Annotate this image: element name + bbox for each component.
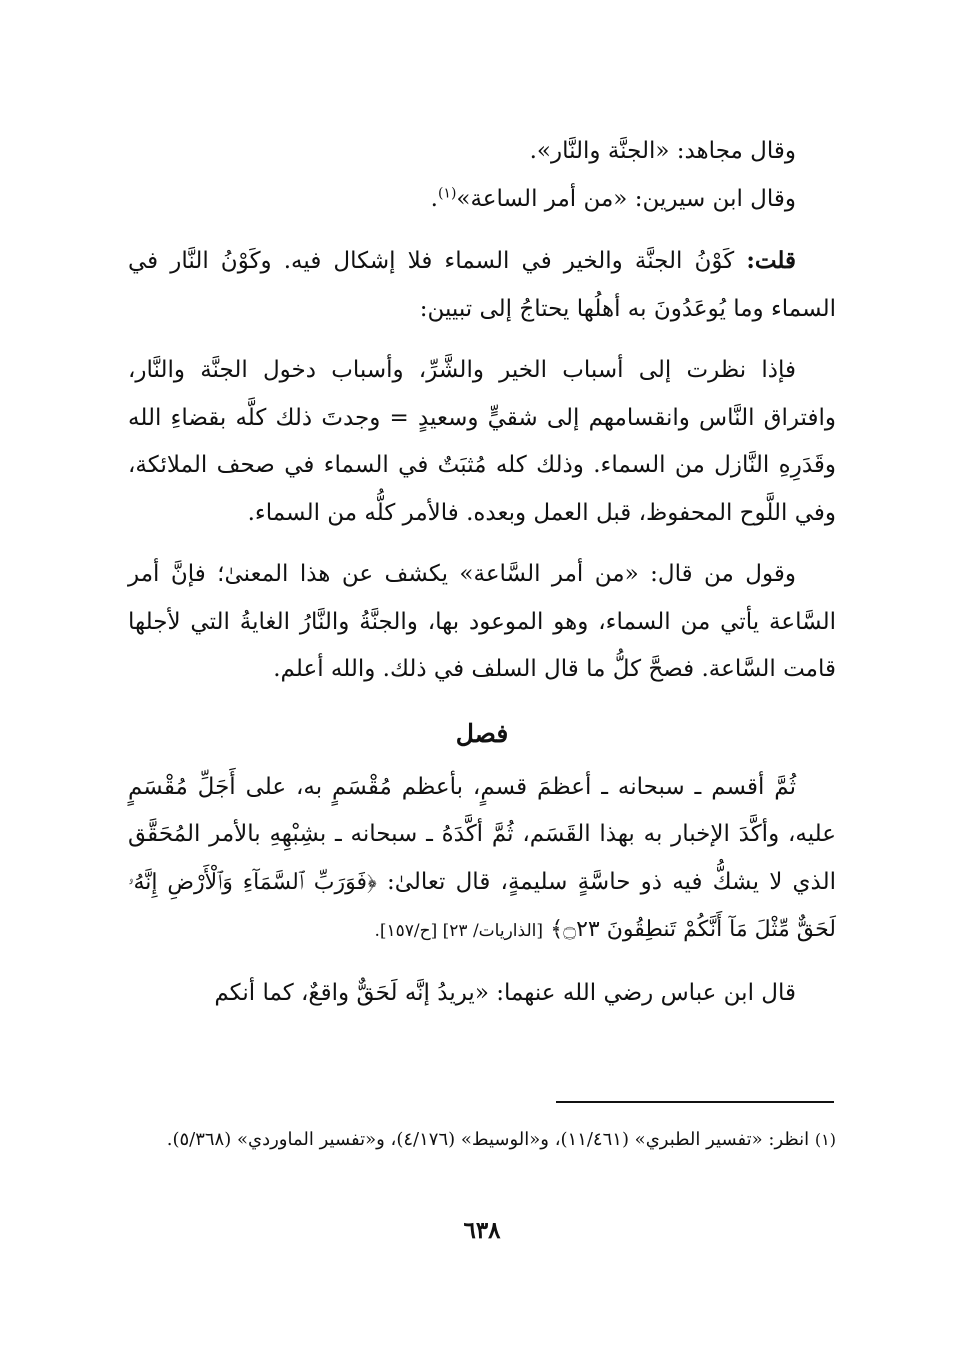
qultu-lead: قلت: [746, 247, 797, 274]
footnote-reference[interactable]: (١) [437, 184, 457, 201]
qultu-text: كَوْنُ الجنَّة والخير في السماء فلا إشكال فيه. وكَوْنُ النَّار في السماء وما يُوعَدُونَ به أهلُها يحتاجُ إلى تبيين: [128, 248, 836, 322]
faidha-text: فإذا نظرت إلى أسباب الخير والشَّرِّ، وأسباب دخول الجنَّة والنَّار، وافتراق النَّاس وانقسامهم إلى شقيٍّ وسعيدٍ = وجدتَ ذلك كلَّه بقضاءِ الله وقَدَرِهِ النَّازل من السماء. وذلك كله مُثبَتٌ في السماء في صحف الملائكة، وفي اللَّوح المحفوظ، قبل العمل وبعده. فالأمر كلُّه من السماء. [128, 357, 836, 526]
qultu-paragraph [128, 237, 836, 333]
quran-verse: ﴿فَوَرَبِّ ٱلسَّمَآءِ وَٱلْأَرْضِ إِنَّهُۥ لَحَقٌّ مِّثْلَ مَآ أَنَّكُمْ تَنطِقُونَ ۝٢٣﴾ [128, 869, 836, 942]
faidha-paragraph [128, 347, 836, 537]
oath-paragraph [128, 764, 836, 956]
page-number: ٦٣٨ [463, 1217, 501, 1244]
qawl-text: وقول من قال: «من أمر السَّاعة» يكشف عن هذا المعنىٰ؛ فإنَّ أمر السَّاعة يأتي من السماء، وهو الموعود بها، والجنَّةُ والنَّارُ الغايةُ التي لأجلها قامت السَّاعة. فصحَّ كلُّ ما قال السلف في ذلك. والله أعلم. [128, 561, 836, 682]
ibn-sirin-quote-text: وقال ابن سيرين: «من أمر الساعة» [456, 185, 796, 212]
footnote-item [128, 1123, 836, 1157]
ibn-sirin-quote [128, 176, 836, 224]
ibn-abbas-paragraph [128, 970, 836, 1018]
main-text [128, 128, 836, 1017]
ibn-abbas-text: قال ابن عباس رضي الله عنهما: «يريدُ إنَّه لَحَقٌّ واقعٌ، كما أنكم [214, 979, 796, 1006]
mujahid-quote [128, 128, 836, 176]
footnote-text: انظر: «تفسير الطبري» (١١/٤٦١)، و«الوسيط» (٤/١٧٦)، و«تفسير الماوردي» (٥/٣٦٨). [166, 1129, 810, 1150]
qawl-paragraph [128, 551, 836, 694]
footnotes [128, 1123, 836, 1157]
ibn-sirin-quote-end: . [430, 185, 438, 212]
verse-reference: [الذاريات/ ٢٣] [ح/١٥٧]. [374, 921, 543, 941]
mujahid-quote-text: وقال مجاهد: «الجنَّة والنَّار». [529, 138, 796, 164]
section-heading: فصل [455, 718, 509, 748]
oath-text: ثُمَّ أقسم ـ سبحانه ـ أعظمَ قسمٍ، بأعظم مُقْسَمٍ به، على أَجَلِّ مُقْسَمٍ عليه، وأكَّدَ الإخبار به بهذا القَسَم، ثُمَّ أكَّدَهُ ـ سبحانه ـ بشِبْهِهِ بالأمر المُحَقَّق الذي لا يشكُّ فيه ذو حاسَّةٍ سليمةٍ، قال تعالىٰ: [128, 773, 836, 895]
footnote-divider [556, 1101, 834, 1103]
footnote-number: (١) [814, 1130, 836, 1149]
